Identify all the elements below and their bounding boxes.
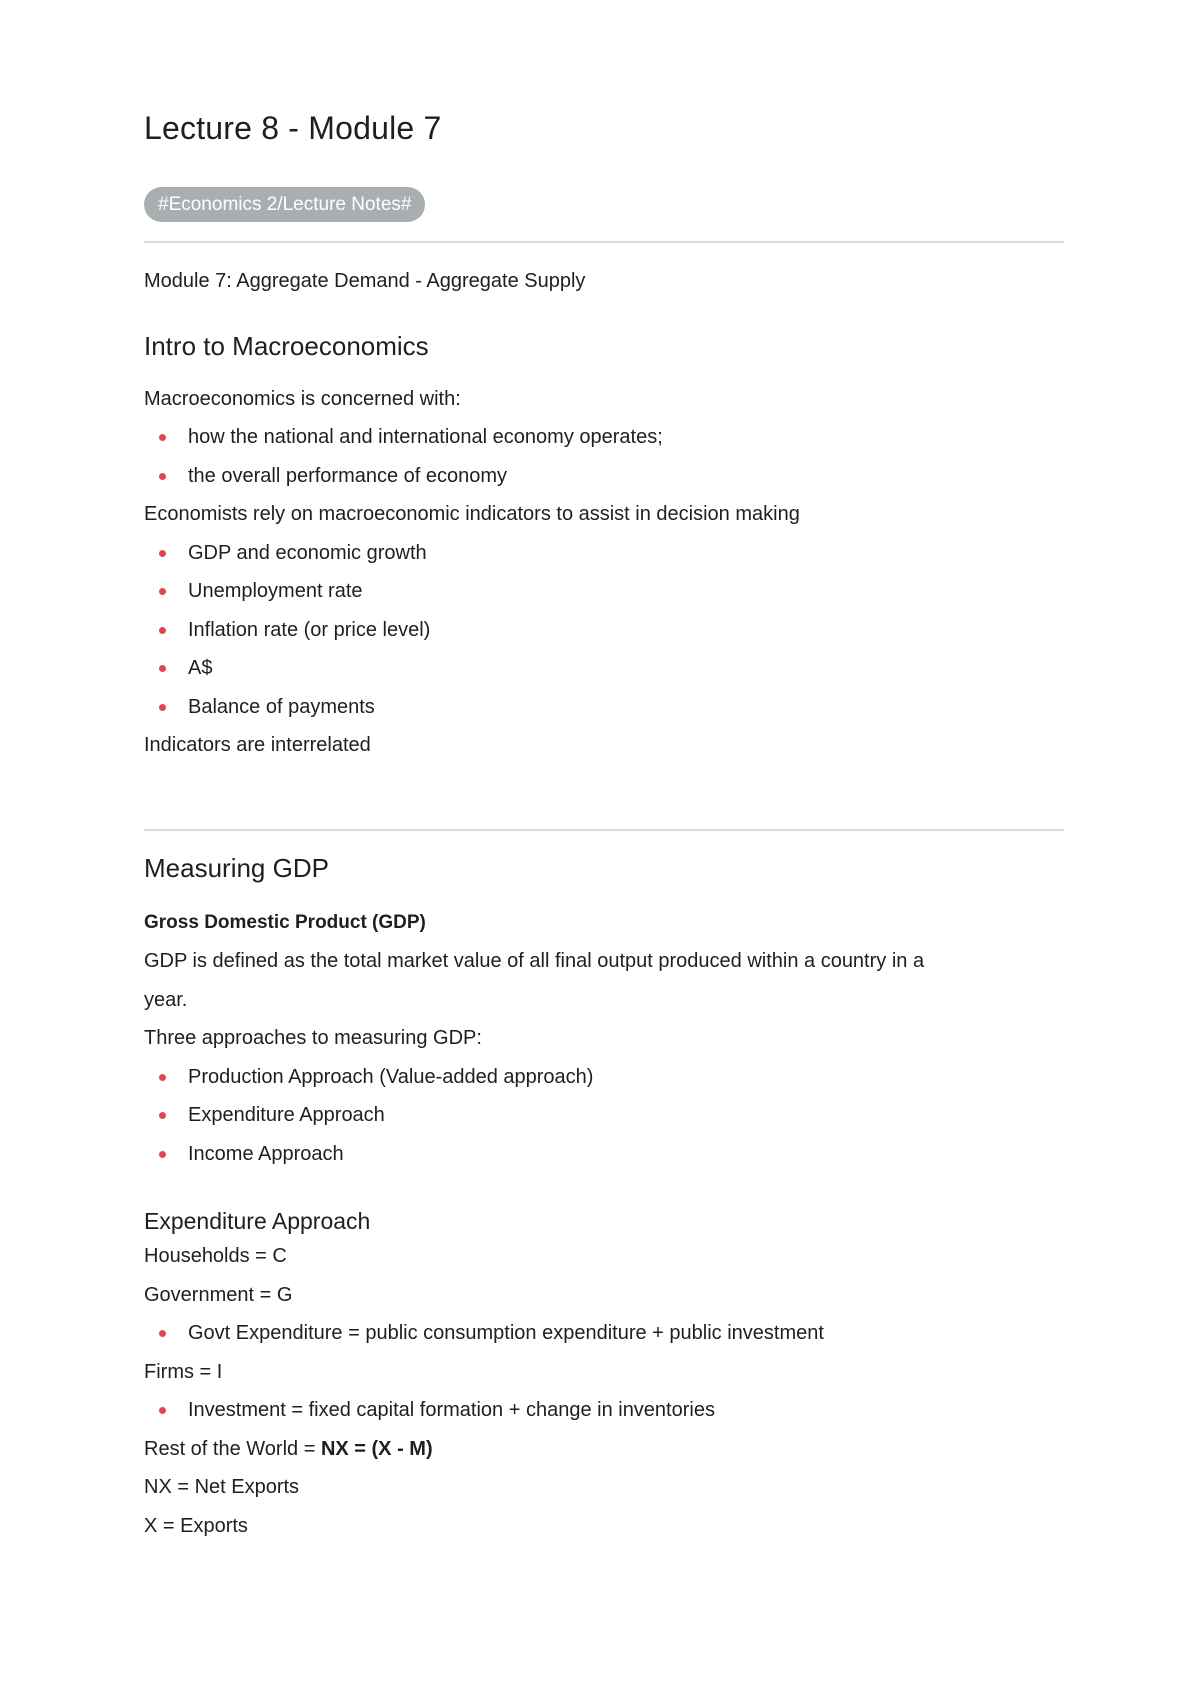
- list-item: Unemployment rate: [144, 572, 1064, 611]
- list-investment: [144, 1391, 1064, 1430]
- text-rest-of-world: [144, 1430, 1064, 1469]
- list-item: Production Approach (Value-added approach): [144, 1058, 1064, 1097]
- bullet-icon: [159, 1151, 166, 1158]
- bullet-icon: [159, 473, 166, 480]
- list-govt-expenditure: [144, 1314, 1064, 1353]
- rest-of-world-label: Rest of the World =: [144, 1437, 321, 1460]
- list-item: the overall performance of economy: [144, 457, 1064, 496]
- bullet-icon: [159, 627, 166, 634]
- text-households: Households = C: [144, 1245, 287, 1267]
- bullet-icon: [159, 434, 166, 441]
- list-item: GDP and economic growth: [144, 534, 1064, 573]
- text-indicators-intro: Economists rely on macroeconomic indicators to assist in decision making: [144, 503, 800, 525]
- list-item: Expenditure Approach: [144, 1096, 1064, 1135]
- bullet-icon: [159, 1407, 166, 1414]
- text-net-exports: NX = Net Exports: [144, 1476, 300, 1498]
- list-item: how the national and international economy operates;: [144, 418, 1064, 457]
- module-line: Module 7: Aggregate Demand - Aggregate Supply: [144, 270, 586, 292]
- list-indicators: [144, 534, 1064, 727]
- bullet-icon: [159, 550, 166, 557]
- bullet-icon: [159, 1112, 166, 1119]
- net-exports-formula: NX = (X - M): [320, 1437, 433, 1460]
- bullet-icon: [159, 1074, 166, 1081]
- text-concerned-with: Macroeconomics is concerned with:: [144, 387, 461, 410]
- document-page: [144, 96, 1064, 1545]
- page-title: Lecture 8 - Module 7: [144, 110, 442, 146]
- text-firms: Firms = I: [144, 1360, 223, 1383]
- divider: [144, 241, 1064, 243]
- text-gdp-definition-line1: GDP is defined as the total market value of all final output produced within a country in a: [144, 950, 925, 972]
- list-approaches: [144, 1058, 1064, 1174]
- list-item: Inflation rate (or price level): [144, 611, 1064, 650]
- text-exports: X = Exports: [144, 1514, 248, 1537]
- heading-expenditure-approach: Expenditure Approach: [144, 1208, 371, 1234]
- bullet-icon: [159, 665, 166, 672]
- list-item: Investment = fixed capital formation + change in inventories: [144, 1391, 1064, 1430]
- bullet-icon: [159, 1330, 166, 1337]
- heading-measuring-gdp: Measuring GDP: [144, 852, 329, 883]
- subheading-gdp: Gross Domestic Product (GDP): [144, 911, 426, 933]
- bullet-icon: [159, 588, 166, 595]
- divider: [144, 829, 1064, 831]
- list-item: Govt Expenditure = public consumption expenditure + public investment: [144, 1314, 1064, 1353]
- heading-intro-macroeconomics: Intro to Macroeconomics: [144, 330, 429, 361]
- list-concerned-with: [144, 418, 1064, 495]
- bullet-icon: [159, 704, 166, 711]
- list-item: Balance of payments: [144, 688, 1064, 727]
- list-item: Income Approach: [144, 1135, 1064, 1174]
- text-gdp-definition-line2: year.: [144, 988, 188, 1011]
- tag-economics-lecture-notes[interactable]: #Economics 2/Lecture Notes#: [144, 187, 425, 222]
- text-government: Government = G: [144, 1283, 293, 1306]
- text-indicators-interrelated: Indicators are interrelated: [144, 734, 371, 756]
- text-approaches-intro: Three approaches to measuring GDP:: [144, 1027, 482, 1049]
- list-item: A$: [144, 649, 1064, 688]
